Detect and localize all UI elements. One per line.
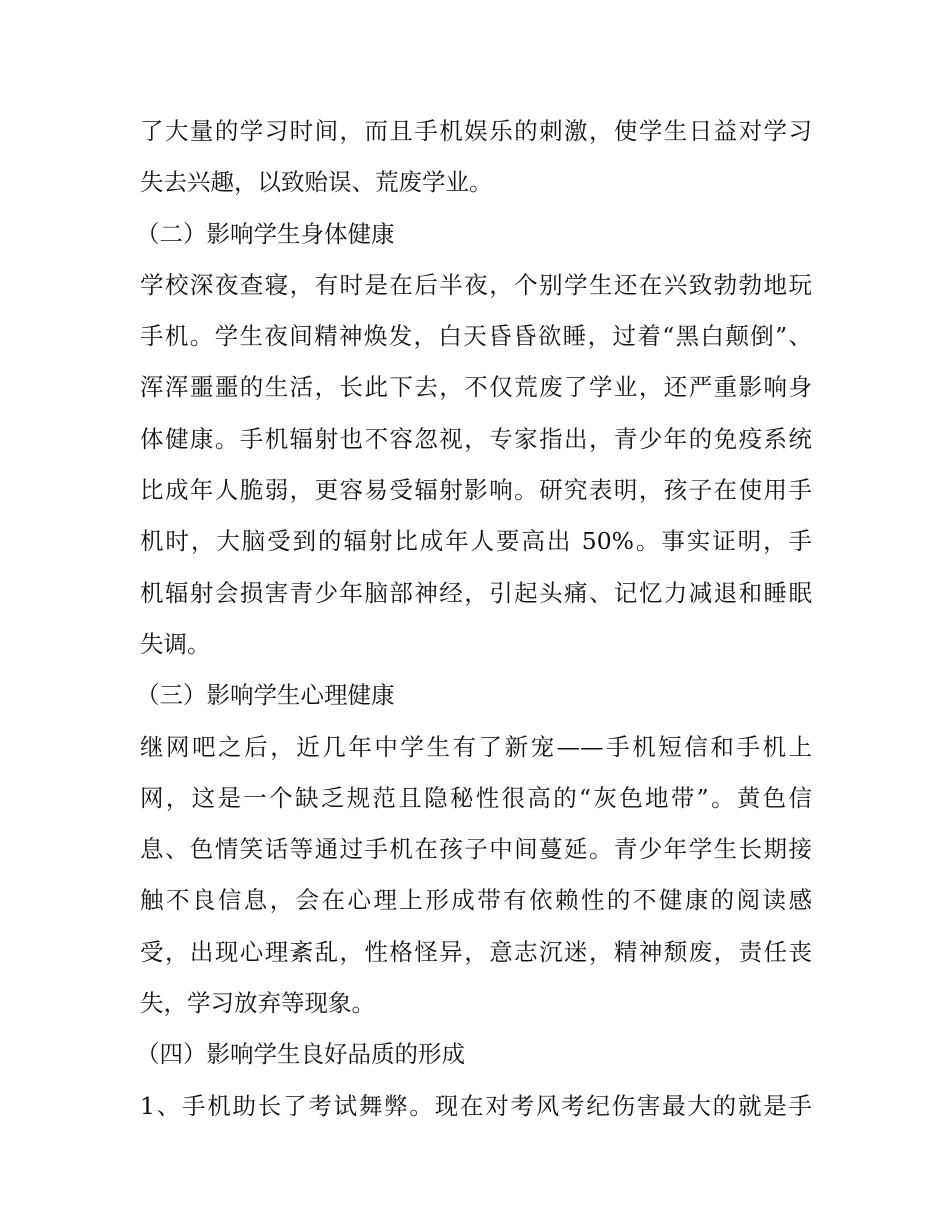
paragraph-line: 体健康。手机辐射也不容忽视，专家指出，青少年的免疫系统	[140, 424, 812, 453]
paragraph-line: 了大量的学习时间，而且手机娱乐的刺激，使学生日益对学习	[140, 117, 812, 145]
paragraph-line: 浑浑噩噩的生活，长此下去，不仅荒废了学业，还严重影响身	[140, 373, 812, 402]
section-heading: （三）影响学生心理健康	[136, 681, 395, 710]
document-body	[136, 106, 812, 1132]
paragraph-line: 学校深夜查寝，有时是在后半夜，个别学生还在兴致勃勃地玩	[140, 270, 812, 299]
section-heading: （二）影响学生身体健康	[136, 219, 395, 248]
paragraph-line: 触不良信息，会在心理上形成带有依赖性的不健康的阅读感	[140, 886, 812, 915]
paragraph-line: 1、手机助长了考试舞弊。现在对考风考纪伤害最大的就是手	[140, 1091, 812, 1120]
paragraph-line: 失去兴趣，以致贻误、荒废学业。	[140, 168, 493, 197]
section-heading: （四）影响学生良好品质的形成	[136, 1040, 465, 1069]
paragraph-line: 息、色情笑话等通过手机在孩子中间蔓延。青少年学生长期接	[140, 835, 812, 864]
paragraph-line: 继网吧之后，近几年中学生有了新宠——手机短信和手机上	[140, 732, 812, 761]
paragraph-line: 比成年人脆弱，更容易受辐射影响。研究表明，孩子在使用手	[140, 476, 812, 505]
paragraph-line: 网，这是一个缺乏规范且隐秘性很高的“灰色地带”。黄色信	[140, 783, 812, 812]
paragraph-line: 机辐射会损害青少年脑部神经，引起头痛、记忆力减退和睡眠	[140, 578, 812, 607]
paragraph-line: 失，学习放弃等现象。	[140, 989, 375, 1018]
paragraph-line: 失调。	[140, 629, 211, 658]
paragraph-line: 机时，大脑受到的辐射比成年人要高出 50%。事实证明，手	[140, 527, 812, 556]
paragraph-line: 受，出现心理紊乱，性格怪异，意志沉迷，精神颓废，责任丧	[140, 937, 812, 966]
paragraph-line: 手机。学生夜间精神焕发，白天昏昏欲睡，过着“黑白颠倒”、	[140, 322, 812, 351]
